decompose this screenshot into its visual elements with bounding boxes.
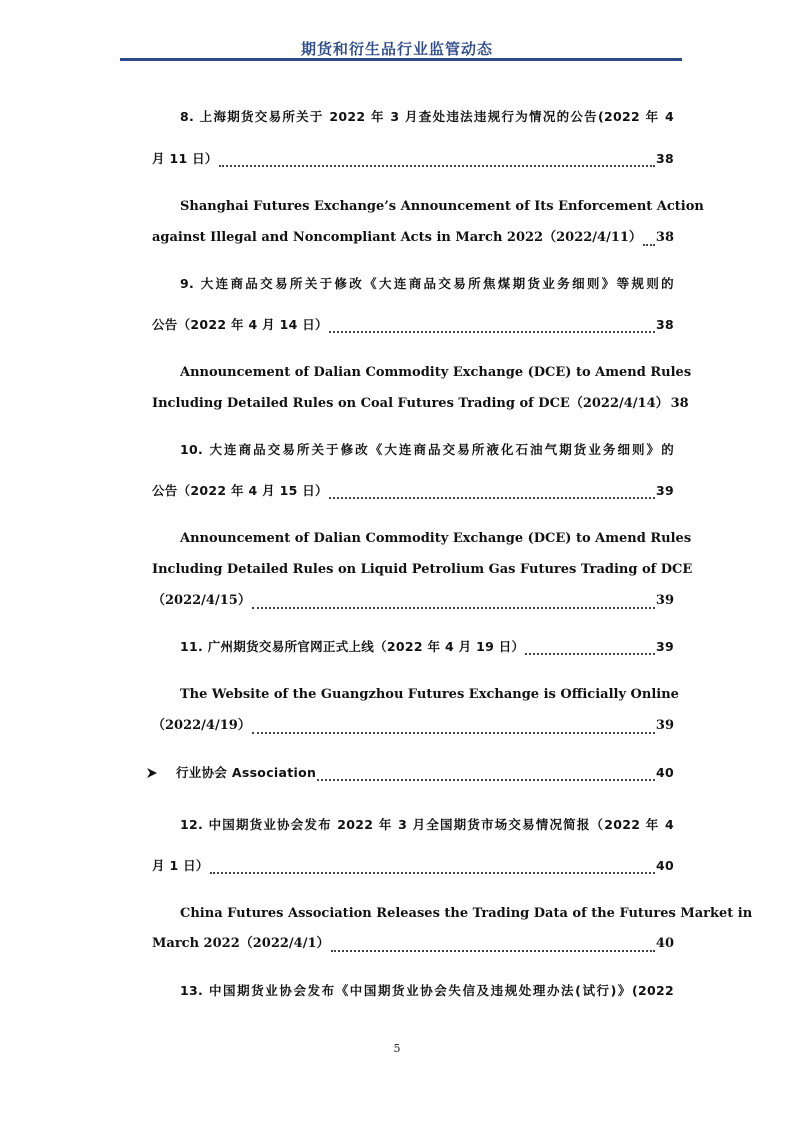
- toc-entry-10-en-line2[interactable]: Including Detailed Rules on Liquid Petrolium Gas Futures Trading of DCE: [152, 562, 693, 577]
- toc-entry-8-en-line2[interactable]: [152, 227, 674, 249]
- toc-entry-8-zh-page: 38: [656, 151, 674, 166]
- toc-section-association-label: 行业协会 Association: [176, 765, 317, 780]
- toc-entry-8-zh-line2[interactable]: [152, 148, 674, 170]
- dot-leader: [329, 485, 655, 499]
- toc-section-association[interactable]: [176, 762, 674, 784]
- page-number: 5: [393, 1042, 401, 1055]
- toc-entry-10-zh-page: 39: [656, 483, 674, 498]
- dot-leader: [331, 938, 655, 952]
- toc-entry-9-zh-page: 38: [656, 317, 674, 332]
- toc-entry-9-zh-line2-text: 公告（2022 年 4 月 14 日）: [152, 317, 328, 332]
- toc-entry-8-zh-line2-text: 月 11 日）: [152, 151, 218, 166]
- toc-entry-11-en-page: 39: [655, 718, 674, 733]
- header-rule: [120, 58, 682, 61]
- dot-leader: [329, 319, 655, 333]
- toc-entry-9-zh-line1[interactable]: 9. 大连商品交易所关于修改《大连商品交易所焦煤期货业务细则》等规则的: [180, 276, 674, 291]
- toc-entry-12-zh-line2[interactable]: [152, 855, 674, 877]
- toc-entry-9-en-line2-text: Including Detailed Rules on Coal Futures Trading of DCE（2022/4/14）: [152, 396, 669, 411]
- dot-leader: [317, 767, 655, 781]
- toc-entry-9-en-line1[interactable]: Announcement of Dalian Commodity Exchange (DCE) to Amend Rules: [180, 365, 692, 380]
- toc-entry-11-zh-line1[interactable]: [180, 636, 674, 658]
- dot-leader: [252, 595, 655, 609]
- toc-entry-12-zh-page: 40: [656, 858, 674, 873]
- toc-entry-12-zh-line1[interactable]: 12. 中国期货业协会发布 2022 年 3 月全国期货市场交易情况简报（2022 年 4: [180, 817, 674, 832]
- toc-entry-10-en-line3[interactable]: [152, 590, 674, 612]
- toc-entry-10-en-line1[interactable]: Announcement of Dalian Commodity Exchange (DCE) to Amend Rules: [180, 531, 692, 546]
- toc-entry-8-zh-line1[interactable]: 8. 上海期货交易所关于 2022 年 3 月查处违法违规行为情况的公告(2022 年 4: [180, 109, 674, 124]
- toc-entry-10-zh-line1[interactable]: 10. 大连商品交易所关于修改《大连商品交易所液化石油气期货业务细则》的: [180, 442, 674, 457]
- toc-entry-12-zh-line2-text: 月 1 日）: [152, 858, 209, 873]
- dot-leader: [525, 641, 655, 655]
- dot-leader: [643, 232, 655, 246]
- toc-entry-12-en-line2[interactable]: [152, 933, 674, 955]
- toc-entry-12-en-page: 40: [655, 936, 674, 951]
- toc-entry-12-en-line1[interactable]: China Futures Association Releases the Trading Data of the Futures Market in: [180, 906, 753, 921]
- toc-entry-11-en-line1[interactable]: The Website of the Guangzhou Futures Exchange is Officially Online: [180, 687, 679, 702]
- toc-entry-12-en-line2-text: March 2022（2022/4/1）: [152, 936, 330, 951]
- toc-entry-8-en-line2-text: against Illegal and Noncompliant Acts in March 2022（2022/4/11）: [152, 230, 642, 245]
- toc-section-association-page: 40: [656, 765, 674, 780]
- toc-entry-10-zh-line2-text: 公告（2022 年 4 月 15 日）: [152, 483, 328, 498]
- toc-entry-9-en-line2[interactable]: [152, 393, 689, 415]
- toc-entry-8-en-line1[interactable]: Shanghai Futures Exchange’s Announcement of Its Enforcement Action: [180, 199, 704, 214]
- toc-entry-8-en-page: 38: [655, 230, 674, 245]
- toc-entry-10-en-line3-text: （2022/4/15）: [152, 593, 251, 608]
- toc-entry-10-zh-line2[interactable]: [152, 480, 674, 502]
- toc-entry-10-en-page: 39: [655, 593, 674, 608]
- dot-leader: [252, 720, 655, 734]
- toc-entry-11-zh-line1-text: 11. 广州期货交易所官网正式上线（2022 年 4 月 19 日）: [180, 639, 525, 654]
- toc-entry-11-zh-page: 39: [656, 639, 674, 654]
- toc-entry-13-zh-line1[interactable]: 13. 中国期货业协会发布《中国期货业协会失信及违规处理办法(试行)》(2022: [180, 983, 674, 998]
- toc-entry-9-zh-line2[interactable]: [152, 314, 674, 336]
- running-header-title: 期货和衍生品行业监管动态: [300, 40, 493, 58]
- dot-leader: [219, 153, 655, 167]
- toc-entry-9-en-page: 38: [670, 396, 689, 411]
- dot-leader: [210, 860, 655, 874]
- toc-entry-11-en-line2[interactable]: [152, 715, 674, 737]
- arrow-bullet-icon: [146, 762, 158, 784]
- toc-entry-11-en-line2-text: （2022/4/19）: [152, 718, 251, 733]
